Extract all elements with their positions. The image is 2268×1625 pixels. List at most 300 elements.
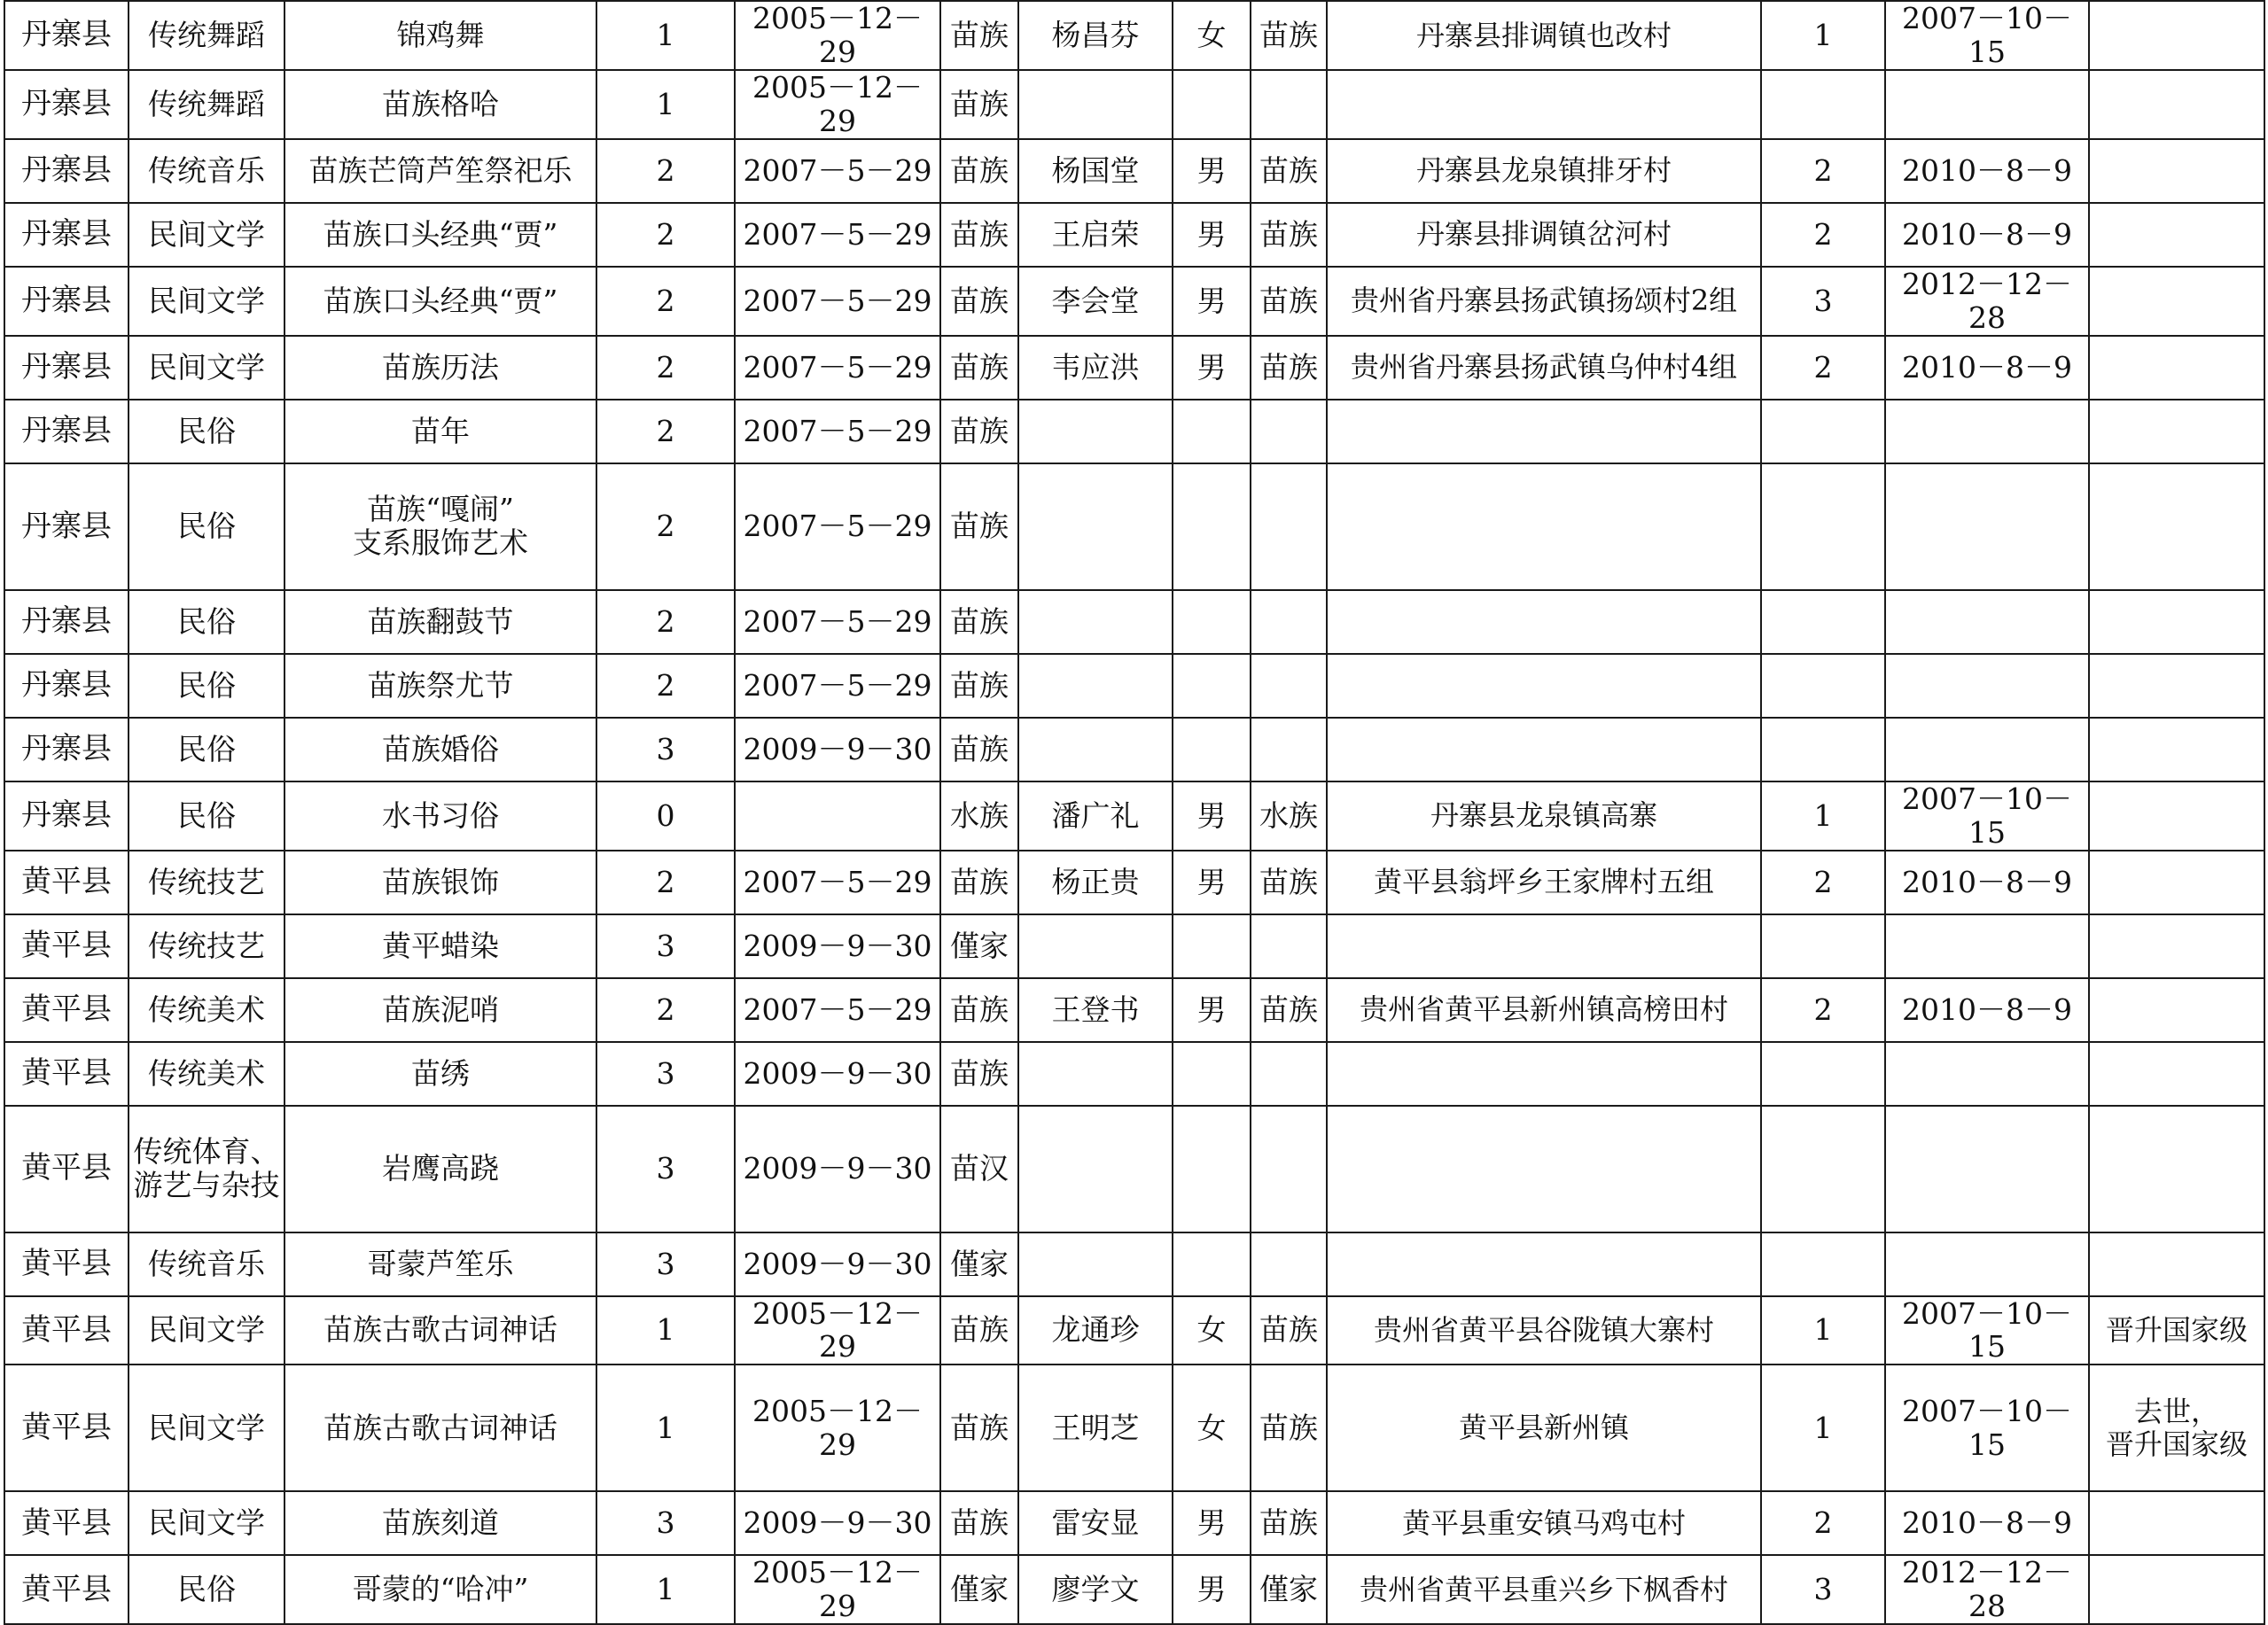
batch-cell: [1761, 718, 1885, 781]
inheritor-name-cell: 杨正贵: [1018, 851, 1173, 914]
county-cell: 丹寨县: [4, 463, 129, 590]
inheritor-date-cell: 2010－8－9: [1885, 978, 2089, 1042]
note-cell: [2089, 1232, 2264, 1296]
county-cell: 丹寨县: [4, 400, 129, 463]
item-name-cell: 苗族刻道: [284, 1491, 596, 1555]
inheritor-date-cell: 2010－8－9: [1885, 336, 2089, 400]
inheritor-name-cell: [1018, 463, 1173, 590]
note-cell: [2089, 139, 2264, 203]
level-cell: 1: [596, 1, 735, 70]
table-row: [4, 654, 2264, 718]
item-date-cell: 2007－5－29: [735, 203, 940, 267]
level-cell: 2: [596, 400, 735, 463]
county-cell: 丹寨县: [4, 590, 129, 654]
inheritor-date-cell: [1885, 654, 2089, 718]
address-cell: 贵州省黄平县谷陇镇大寨村: [1327, 1296, 1761, 1365]
inheritor-ethnic-cell: [1251, 1042, 1327, 1106]
level-cell: 2: [596, 654, 735, 718]
level-cell: 2: [596, 139, 735, 203]
table-row: [4, 1, 2264, 70]
table-row: [4, 1296, 2264, 1365]
item-date-cell: 2007－5－29: [735, 400, 940, 463]
sex-cell: [1173, 654, 1251, 718]
ethnic-cell: 苗族: [940, 70, 1018, 139]
inheritor-name-cell: [1018, 718, 1173, 781]
address-cell: 贵州省黄平县重兴乡下枫香村: [1327, 1555, 1761, 1624]
table-row: [4, 781, 2264, 851]
item-name-cell: 苗族口头经典“贾”: [284, 203, 596, 267]
ethnic-cell: 苗汉: [940, 1106, 1018, 1232]
batch-cell: [1761, 1106, 1885, 1232]
batch-cell: [1761, 70, 1885, 139]
heritage-table: [4, 0, 2265, 1625]
address-cell: [1327, 654, 1761, 718]
county-cell: 黄平县: [4, 1491, 129, 1555]
note-cell: [2089, 203, 2264, 267]
item-date-cell: 2009－9－30: [735, 1106, 940, 1232]
sex-cell: 女: [1173, 1365, 1251, 1491]
sex-cell: 男: [1173, 203, 1251, 267]
inheritor-date-cell: 2010－8－9: [1885, 851, 2089, 914]
item-name-cell: 苗族祭尤节: [284, 654, 596, 718]
note-cell: [2089, 1, 2264, 70]
county-cell: 丹寨县: [4, 139, 129, 203]
inheritor-name-cell: 王登书: [1018, 978, 1173, 1042]
level-cell: 3: [596, 914, 735, 978]
batch-cell: 3: [1761, 1555, 1885, 1624]
item-name-cell: 苗族芒筒芦笙祭祀乐: [284, 139, 596, 203]
sex-cell: 男: [1173, 139, 1251, 203]
category-cell: 民俗: [129, 718, 284, 781]
inheritor-date-cell: 2007－10－15: [1885, 1365, 2089, 1491]
level-cell: 1: [596, 1365, 735, 1491]
item-name-cell: 苗族翻鼓节: [284, 590, 596, 654]
ethnic-cell: 苗族: [940, 1491, 1018, 1555]
county-cell: 黄平县: [4, 914, 129, 978]
inheritor-ethnic-cell: 苗族: [1251, 1491, 1327, 1555]
level-cell: 3: [596, 1232, 735, 1296]
address-cell: [1327, 1042, 1761, 1106]
category-cell: 民俗: [129, 1555, 284, 1624]
inheritor-name-cell: [1018, 1232, 1173, 1296]
level-cell: 1: [596, 70, 735, 139]
item-name-cell: 苗族格哈: [284, 70, 596, 139]
inheritor-date-cell: [1885, 1106, 2089, 1232]
item-date-cell: 2009－9－30: [735, 914, 940, 978]
address-cell: 丹寨县龙泉镇排牙村: [1327, 139, 1761, 203]
item-date-cell: 2005－12－29: [735, 1296, 940, 1365]
batch-cell: 1: [1761, 1296, 1885, 1365]
county-cell: 丹寨县: [4, 781, 129, 851]
item-date-cell: 2009－9－30: [735, 1232, 940, 1296]
ethnic-cell: 僅家: [940, 914, 1018, 978]
note-cell: 去世， 晋升国家级: [2089, 1365, 2264, 1491]
inheritor-ethnic-cell: 苗族: [1251, 1365, 1327, 1491]
inheritor-ethnic-cell: 水族: [1251, 781, 1327, 851]
inheritor-ethnic-cell: 苗族: [1251, 1296, 1327, 1365]
table-row: [4, 851, 2264, 914]
sex-cell: 男: [1173, 336, 1251, 400]
table-row: [4, 336, 2264, 400]
inheritor-ethnic-cell: 苗族: [1251, 978, 1327, 1042]
county-cell: 黄平县: [4, 978, 129, 1042]
item-date-cell: 2005－12－29: [735, 70, 940, 139]
item-date-cell: 2007－5－29: [735, 139, 940, 203]
ethnic-cell: 苗族: [940, 267, 1018, 336]
category-cell: 民间文学: [129, 267, 284, 336]
address-cell: 丹寨县排调镇岔河村: [1327, 203, 1761, 267]
item-name-cell: 苗族历法: [284, 336, 596, 400]
item-date-cell: 2005－12－29: [735, 1, 940, 70]
inheritor-ethnic-cell: [1251, 914, 1327, 978]
table-row: [4, 1555, 2264, 1624]
address-cell: [1327, 590, 1761, 654]
note-cell: [2089, 70, 2264, 139]
batch-cell: 1: [1761, 1, 1885, 70]
sex-cell: 男: [1173, 1491, 1251, 1555]
sex-cell: [1173, 463, 1251, 590]
item-name-cell: 苗族“嘎闹” 支系服饰艺术: [284, 463, 596, 590]
inheritor-ethnic-cell: [1251, 654, 1327, 718]
item-name-cell: 苗族泥哨: [284, 978, 596, 1042]
category-cell: 民间文学: [129, 1296, 284, 1365]
inheritor-name-cell: 杨国堂: [1018, 139, 1173, 203]
category-cell: 传统音乐: [129, 1232, 284, 1296]
level-cell: 2: [596, 590, 735, 654]
inheritor-date-cell: 2012－12－28: [1885, 267, 2089, 336]
ethnic-cell: 苗族: [940, 1, 1018, 70]
note-cell: [2089, 851, 2264, 914]
level-cell: 1: [596, 1555, 735, 1624]
sex-cell: [1173, 590, 1251, 654]
item-date-cell: 2007－5－29: [735, 463, 940, 590]
inheritor-date-cell: [1885, 718, 2089, 781]
level-cell: 3: [596, 1106, 735, 1232]
item-name-cell: 苗族古歌古词神话: [284, 1365, 596, 1491]
ethnic-cell: 苗族: [940, 718, 1018, 781]
address-cell: 黄平县新州镇: [1327, 1365, 1761, 1491]
ethnic-cell: 苗族: [940, 336, 1018, 400]
inheritor-name-cell: 雷安显: [1018, 1491, 1173, 1555]
county-cell: 丹寨县: [4, 718, 129, 781]
inheritor-name-cell: 潘广礼: [1018, 781, 1173, 851]
level-cell: 3: [596, 1042, 735, 1106]
table-row: [4, 1491, 2264, 1555]
county-cell: 丹寨县: [4, 336, 129, 400]
ethnic-cell: 苗族: [940, 654, 1018, 718]
inheritor-date-cell: 2010－8－9: [1885, 1491, 2089, 1555]
category-cell: 传统美术: [129, 978, 284, 1042]
batch-cell: [1761, 1232, 1885, 1296]
ethnic-cell: 苗族: [940, 978, 1018, 1042]
table-row: [4, 400, 2264, 463]
note-cell: [2089, 400, 2264, 463]
inheritor-name-cell: [1018, 1106, 1173, 1232]
note-cell: [2089, 718, 2264, 781]
category-cell: 民俗: [129, 590, 284, 654]
address-cell: [1327, 718, 1761, 781]
item-date-cell: 2007－5－29: [735, 267, 940, 336]
inheritor-name-cell: 韦应洪: [1018, 336, 1173, 400]
table-row: [4, 70, 2264, 139]
note-cell: [2089, 654, 2264, 718]
batch-cell: 2: [1761, 1491, 1885, 1555]
inheritor-name-cell: 廖学文: [1018, 1555, 1173, 1624]
sex-cell: 男: [1173, 851, 1251, 914]
address-cell: 黄平县重安镇马鸡屯村: [1327, 1491, 1761, 1555]
item-date-cell: 2007－5－29: [735, 654, 940, 718]
sex-cell: [1173, 1042, 1251, 1106]
inheritor-ethnic-cell: 苗族: [1251, 203, 1327, 267]
category-cell: 民间文学: [129, 1365, 284, 1491]
inheritor-ethnic-cell: [1251, 1106, 1327, 1232]
county-cell: 丹寨县: [4, 654, 129, 718]
batch-cell: 2: [1761, 336, 1885, 400]
address-cell: [1327, 70, 1761, 139]
table-row: [4, 590, 2264, 654]
category-cell: 传统舞蹈: [129, 70, 284, 139]
inheritor-name-cell: 李会堂: [1018, 267, 1173, 336]
note-cell: [2089, 978, 2264, 1042]
table-row: [4, 914, 2264, 978]
note-cell: [2089, 267, 2264, 336]
category-cell: 传统技艺: [129, 851, 284, 914]
item-name-cell: 岩鹰高跷: [284, 1106, 596, 1232]
inheritor-date-cell: [1885, 590, 2089, 654]
category-cell: 民俗: [129, 781, 284, 851]
inheritor-name-cell: 王启荣: [1018, 203, 1173, 267]
note-cell: [2089, 336, 2264, 400]
category-cell: 民间文学: [129, 336, 284, 400]
level-cell: 2: [596, 267, 735, 336]
batch-cell: 2: [1761, 203, 1885, 267]
county-cell: 黄平县: [4, 1365, 129, 1491]
inheritor-date-cell: [1885, 400, 2089, 463]
sex-cell: 男: [1173, 978, 1251, 1042]
category-cell: 传统技艺: [129, 914, 284, 978]
item-name-cell: 哥蒙的“哈冲”: [284, 1555, 596, 1624]
inheritor-name-cell: [1018, 400, 1173, 463]
level-cell: 2: [596, 336, 735, 400]
table-row: [4, 203, 2264, 267]
ethnic-cell: 水族: [940, 781, 1018, 851]
batch-cell: [1761, 400, 1885, 463]
ethnic-cell: 苗族: [940, 400, 1018, 463]
note-cell: [2089, 590, 2264, 654]
inheritor-name-cell: 杨昌芬: [1018, 1, 1173, 70]
category-cell: 民俗: [129, 654, 284, 718]
address-cell: 贵州省丹寨县扬武镇扬颂村2组: [1327, 267, 1761, 336]
batch-cell: 3: [1761, 267, 1885, 336]
inheritor-date-cell: [1885, 463, 2089, 590]
note-cell: [2089, 1106, 2264, 1232]
inheritor-ethnic-cell: [1251, 463, 1327, 590]
table-body: [4, 1, 2264, 1624]
county-cell: 黄平县: [4, 1555, 129, 1624]
item-name-cell: 苗族古歌古词神话: [284, 1296, 596, 1365]
inheritor-date-cell: 2007－10－15: [1885, 781, 2089, 851]
ethnic-cell: 苗族: [940, 463, 1018, 590]
table-row: [4, 1042, 2264, 1106]
note-cell: [2089, 781, 2264, 851]
county-cell: 黄平县: [4, 1232, 129, 1296]
item-name-cell: 锦鸡舞: [284, 1, 596, 70]
inheritor-ethnic-cell: [1251, 718, 1327, 781]
county-cell: 丹寨县: [4, 203, 129, 267]
item-name-cell: 哥蒙芦笙乐: [284, 1232, 596, 1296]
item-date-cell: 2005－12－29: [735, 1555, 940, 1624]
ethnic-cell: 苗族: [940, 590, 1018, 654]
inheritor-name-cell: [1018, 654, 1173, 718]
ethnic-cell: 苗族: [940, 851, 1018, 914]
table-row: [4, 978, 2264, 1042]
level-cell: 3: [596, 718, 735, 781]
category-cell: 传统美术: [129, 1042, 284, 1106]
item-date-cell: 2007－5－29: [735, 336, 940, 400]
sex-cell: [1173, 1232, 1251, 1296]
address-cell: [1327, 914, 1761, 978]
batch-cell: [1761, 1042, 1885, 1106]
sex-cell: [1173, 1106, 1251, 1232]
item-date-cell: 2009－9－30: [735, 718, 940, 781]
inheritor-name-cell: [1018, 914, 1173, 978]
item-name-cell: 苗年: [284, 400, 596, 463]
inheritor-name-cell: [1018, 1042, 1173, 1106]
inheritor-date-cell: 2007－10－15: [1885, 1296, 2089, 1365]
category-cell: 民俗: [129, 400, 284, 463]
item-name-cell: 黄平蜡染: [284, 914, 596, 978]
level-cell: 3: [596, 1491, 735, 1555]
inheritor-ethnic-cell: 苗族: [1251, 336, 1327, 400]
inheritor-ethnic-cell: 僅家: [1251, 1555, 1327, 1624]
item-name-cell: 苗族银饰: [284, 851, 596, 914]
batch-cell: 2: [1761, 851, 1885, 914]
category-cell: 民间文学: [129, 203, 284, 267]
address-cell: 黄平县翁坪乡王家牌村五组: [1327, 851, 1761, 914]
item-name-cell: 苗绣: [284, 1042, 596, 1106]
batch-cell: 2: [1761, 139, 1885, 203]
note-cell: [2089, 1042, 2264, 1106]
item-name-cell: 水书习俗: [284, 781, 596, 851]
inheritor-date-cell: [1885, 1042, 2089, 1106]
batch-cell: [1761, 590, 1885, 654]
batch-cell: 1: [1761, 781, 1885, 851]
level-cell: 2: [596, 978, 735, 1042]
county-cell: 丹寨县: [4, 70, 129, 139]
ethnic-cell: 僅家: [940, 1232, 1018, 1296]
ethnic-cell: 苗族: [940, 1296, 1018, 1365]
inheritor-ethnic-cell: 苗族: [1251, 267, 1327, 336]
table-row: [4, 1232, 2264, 1296]
inheritor-ethnic-cell: [1251, 590, 1327, 654]
item-name-cell: 苗族口头经典“贾”: [284, 267, 596, 336]
category-cell: 传统舞蹈: [129, 1, 284, 70]
level-cell: 2: [596, 851, 735, 914]
table-row: [4, 718, 2264, 781]
county-cell: 黄平县: [4, 851, 129, 914]
county-cell: 丹寨县: [4, 1, 129, 70]
ethnic-cell: 苗族: [940, 1042, 1018, 1106]
table-row: [4, 1365, 2264, 1491]
county-cell: 黄平县: [4, 1296, 129, 1365]
inheritor-date-cell: [1885, 70, 2089, 139]
inheritor-ethnic-cell: 苗族: [1251, 139, 1327, 203]
address-cell: 贵州省丹寨县扬武镇乌仲村4组: [1327, 336, 1761, 400]
county-cell: 丹寨县: [4, 267, 129, 336]
batch-cell: [1761, 654, 1885, 718]
county-cell: 黄平县: [4, 1106, 129, 1232]
note-cell: 晋升国家级: [2089, 1296, 2264, 1365]
ethnic-cell: 苗族: [940, 203, 1018, 267]
inheritor-name-cell: [1018, 70, 1173, 139]
table-row: [4, 463, 2264, 590]
sex-cell: [1173, 914, 1251, 978]
note-cell: [2089, 463, 2264, 590]
batch-cell: 2: [1761, 978, 1885, 1042]
category-cell: 民间文学: [129, 1491, 284, 1555]
table-row: [4, 267, 2264, 336]
inheritor-date-cell: 2010－8－9: [1885, 139, 2089, 203]
address-cell: [1327, 400, 1761, 463]
sex-cell: [1173, 400, 1251, 463]
inheritor-name-cell: [1018, 590, 1173, 654]
item-date-cell: 2009－9－30: [735, 1042, 940, 1106]
sex-cell: 男: [1173, 267, 1251, 336]
ethnic-cell: 苗族: [940, 139, 1018, 203]
level-cell: 2: [596, 203, 735, 267]
table-row: [4, 139, 2264, 203]
inheritor-date-cell: 2007－10－15: [1885, 1, 2089, 70]
table-row: [4, 1106, 2264, 1232]
sex-cell: 男: [1173, 781, 1251, 851]
level-cell: 1: [596, 1296, 735, 1365]
item-date-cell: 2005－12－29: [735, 1365, 940, 1491]
inheritor-date-cell: 2010－8－9: [1885, 203, 2089, 267]
inheritor-name-cell: 龙通珍: [1018, 1296, 1173, 1365]
note-cell: [2089, 1555, 2264, 1624]
sex-cell: [1173, 718, 1251, 781]
category-cell: 民俗: [129, 463, 284, 590]
address-cell: [1327, 463, 1761, 590]
batch-cell: [1761, 463, 1885, 590]
item-date-cell: 2007－5－29: [735, 978, 940, 1042]
category-cell: 传统音乐: [129, 139, 284, 203]
inheritor-date-cell: [1885, 1232, 2089, 1296]
item-date-cell: [735, 781, 940, 851]
item-name-cell: 苗族婚俗: [284, 718, 596, 781]
address-cell: [1327, 1106, 1761, 1232]
sex-cell: 女: [1173, 1296, 1251, 1365]
sex-cell: [1173, 70, 1251, 139]
level-cell: 2: [596, 463, 735, 590]
inheritor-ethnic-cell: [1251, 70, 1327, 139]
sex-cell: 男: [1173, 1555, 1251, 1624]
inheritor-ethnic-cell: 苗族: [1251, 851, 1327, 914]
inheritor-ethnic-cell: 苗族: [1251, 1, 1327, 70]
note-cell: [2089, 914, 2264, 978]
inheritor-ethnic-cell: [1251, 400, 1327, 463]
batch-cell: 1: [1761, 1365, 1885, 1491]
ethnic-cell: 苗族: [940, 1365, 1018, 1491]
inheritor-name-cell: 王明芝: [1018, 1365, 1173, 1491]
category-cell: 传统体育、 游艺与杂技: [129, 1106, 284, 1232]
ethnic-cell: 僅家: [940, 1555, 1018, 1624]
inheritor-ethnic-cell: [1251, 1232, 1327, 1296]
item-date-cell: 2007－5－29: [735, 590, 940, 654]
batch-cell: [1761, 914, 1885, 978]
level-cell: 0: [596, 781, 735, 851]
inheritor-date-cell: 2012－12－28: [1885, 1555, 2089, 1624]
